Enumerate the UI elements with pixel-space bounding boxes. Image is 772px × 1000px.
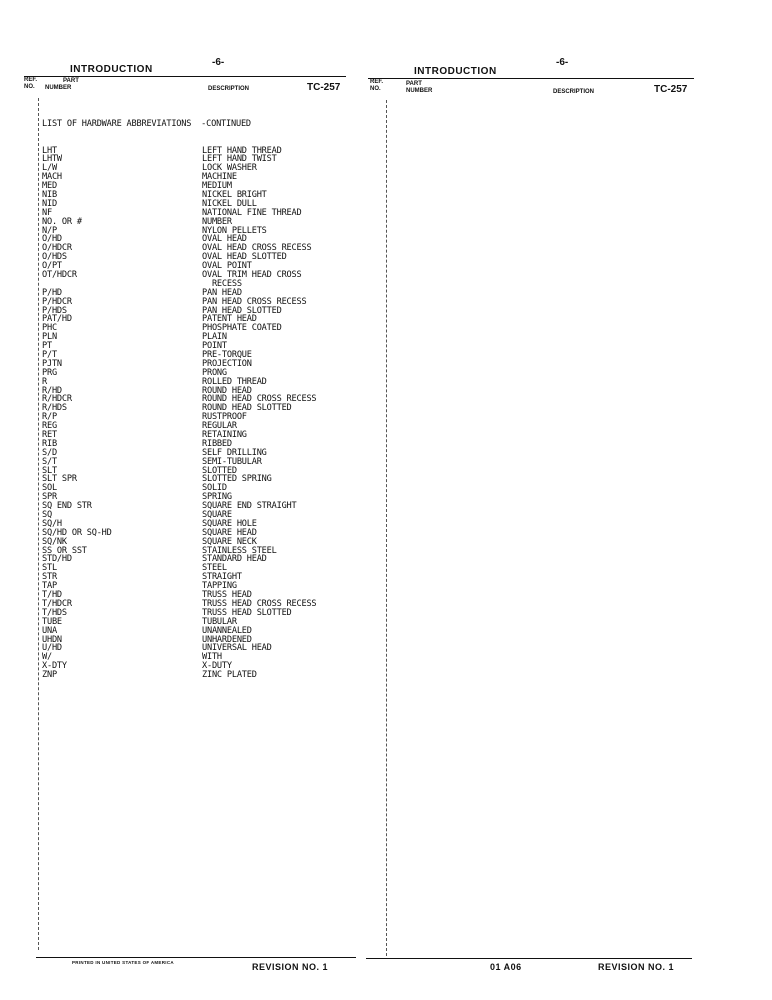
- abbreviation-description: SELF DRILLING: [202, 447, 267, 458]
- list-item: [42, 484, 342, 493]
- abbreviation-description: RIBBED: [202, 438, 232, 449]
- abbreviation-code: T/HDCR: [42, 598, 72, 609]
- abbreviation-code: UNA: [42, 625, 57, 636]
- abbreviation-description: LEFT HAND THREAD: [202, 145, 282, 156]
- right-footer-code: 01 A06: [490, 962, 522, 972]
- list-item: [42, 413, 342, 422]
- list-item: [42, 538, 342, 547]
- abbreviation-description: ROLLED THREAD: [202, 376, 267, 387]
- abbreviation-description: POINT: [202, 341, 227, 352]
- abbreviation-description: SQUARE NECK: [202, 536, 257, 547]
- abbreviation-code: R/P: [42, 412, 57, 423]
- list-item: [42, 395, 342, 404]
- abbreviation-description: TRUSS HEAD SLOTTED: [202, 607, 292, 618]
- right-col-description: DESCRIPTION: [553, 89, 595, 95]
- left-column-rule: [38, 98, 39, 950]
- list-item: [42, 653, 342, 662]
- abbreviation-code: RIB: [42, 438, 57, 449]
- list-item: [42, 440, 342, 449]
- list-item: [42, 662, 342, 671]
- abbreviation-code: NID: [42, 198, 57, 209]
- abbreviation-description: ROUND HEAD SLOTTED: [202, 403, 292, 414]
- abbreviation-code: MACH: [42, 172, 62, 183]
- left-abbreviation-list: [42, 102, 342, 698]
- list-item: [42, 333, 342, 342]
- right-col-number-label: NUMBER: [406, 88, 433, 94]
- abbreviation-code: R/HDCR: [42, 394, 72, 405]
- abbreviation-code: OT/HDCR: [42, 269, 77, 280]
- abbreviation-code: O/HDS: [42, 252, 67, 263]
- abbreviation-description: UNIVERSAL HEAD: [202, 643, 272, 654]
- list-item: [42, 227, 342, 236]
- left-col-no-label: NO.: [24, 84, 35, 90]
- abbreviation-code: TUBE: [42, 616, 62, 627]
- list-title: LIST OF HARDWARE ABBREVIATIONS -CONTINUED: [42, 118, 251, 129]
- left-footer-printed: PRINTED IN UNITED STATES OF AMERICA: [72, 960, 174, 965]
- abbreviation-description: MEDIUM: [202, 181, 232, 192]
- abbreviation-description: SQUARE END STRAIGHT: [202, 501, 297, 512]
- list-item: [42, 182, 342, 191]
- abbreviation-code: P/HD: [42, 287, 62, 298]
- list-item: [42, 271, 342, 280]
- right-header-rule: [368, 78, 694, 79]
- abbreviation-description: SLOTTED SPRING: [202, 474, 272, 485]
- right-col-ref-label: REF.: [370, 79, 384, 85]
- abbreviation-code: W/: [42, 652, 52, 663]
- left-header-rule: [24, 76, 346, 77]
- right-tc-code: TC-257: [654, 84, 688, 95]
- abbreviation-description: PLAIN: [202, 332, 227, 343]
- abbreviation-description: SOLID: [202, 483, 227, 494]
- abbreviation-code: PAT/HD: [42, 314, 72, 325]
- list-item: [42, 564, 342, 573]
- abbreviation-code: P/HDCR: [42, 296, 72, 307]
- list-item: [42, 618, 342, 627]
- abbreviation-description: TRUSS HEAD CROSS RECESS: [202, 598, 317, 609]
- abbreviation-code: N/P: [42, 225, 57, 236]
- abbreviation-code: PJTN: [42, 358, 62, 369]
- abbreviation-code: PLN: [42, 332, 57, 343]
- abbreviation-code: STL: [42, 563, 57, 574]
- left-col-description: DESCRIPTION: [208, 86, 250, 92]
- abbreviation-description: OVAL HEAD SLOTTED: [202, 252, 287, 263]
- list-item: [42, 307, 342, 316]
- abbreviation-description: STEEL: [202, 563, 227, 574]
- abbreviation-description: UNHARDENED: [202, 634, 252, 645]
- list-item: [42, 502, 342, 511]
- list-item: [42, 218, 342, 227]
- list-item: [42, 609, 342, 618]
- list-item: [42, 511, 342, 520]
- abbreviation-description: RUSTPROOF: [202, 412, 247, 423]
- right-column-rule: [386, 100, 387, 956]
- abbreviation-description: OVAL TRIM HEAD CROSS: [202, 269, 302, 280]
- abbreviation-code: SLT SPR: [42, 474, 77, 485]
- abbreviation-code: SPR: [42, 492, 57, 503]
- abbreviation-description: NATIONAL FINE THREAD: [202, 207, 302, 218]
- list-item: [42, 369, 342, 378]
- abbreviation-code: UHDN: [42, 634, 62, 645]
- abbreviation-code: SQ/HD OR SQ-HD: [42, 527, 112, 538]
- list-item: [42, 173, 342, 182]
- list-item: [42, 209, 342, 218]
- list-item: [42, 529, 342, 538]
- abbreviation-code: O/PT: [42, 261, 62, 272]
- left-footer-rule: [36, 957, 356, 958]
- left-col-ref-label: REF.: [24, 77, 38, 83]
- abbreviation-description: PRE-TORQUE: [202, 350, 252, 360]
- right-section-title: INTRODUCTION: [414, 66, 497, 77]
- abbreviation-code: T/HD: [42, 590, 62, 601]
- abbreviation-description: NYLON PELLETS: [202, 225, 267, 236]
- list-item: [42, 155, 342, 164]
- abbreviation-code: O/HD: [42, 234, 62, 245]
- abbreviation-description: PAN HEAD CROSS RECESS: [202, 296, 307, 307]
- abbreviation-code: ZNP: [42, 670, 57, 681]
- abbreviation-description: SPRING: [202, 492, 232, 503]
- abbreviation-code: PT: [42, 341, 52, 352]
- list-item: [42, 360, 342, 369]
- list-item: [42, 449, 342, 458]
- abbreviation-description: RECESS: [202, 278, 242, 289]
- abbreviation-code: SQ/H: [42, 518, 62, 529]
- abbreviation-description: PHOSPHATE COATED: [202, 323, 282, 334]
- abbreviation-description: MACHINE: [202, 172, 237, 183]
- left-footer-revision: REVISION NO. 1: [252, 962, 329, 972]
- abbreviation-code: PRG: [42, 367, 57, 378]
- list-item: [42, 342, 342, 351]
- abbreviation-description: SEMI-TUBULAR: [202, 456, 262, 467]
- list-item: [42, 644, 342, 653]
- abbreviation-code: SS OR SST: [42, 545, 87, 556]
- left-section-title: INTRODUCTION: [70, 64, 153, 75]
- list-item: [42, 351, 342, 360]
- abbreviation-code: R: [42, 376, 47, 387]
- abbreviation-code: SOL: [42, 483, 57, 494]
- abbreviation-description: SQUARE: [202, 510, 232, 521]
- abbreviation-description: RETAINING: [202, 430, 247, 441]
- list-item: [42, 475, 342, 484]
- abbreviation-description: STRAIGHT: [202, 572, 242, 583]
- abbreviation-code: SQ/NK: [42, 536, 67, 547]
- list-item: [42, 573, 342, 582]
- abbreviation-description: PAN HEAD SLOTTED: [202, 305, 282, 316]
- right-col-no-label: NO.: [370, 86, 381, 92]
- list-item: [42, 458, 342, 467]
- right-col-part: [406, 81, 432, 95]
- left-tc-code: TC-257: [307, 82, 341, 93]
- left-col-number-label: NUMBER: [45, 85, 72, 91]
- list-item: [42, 191, 342, 200]
- abbreviation-code: REG: [42, 421, 57, 432]
- abbreviation-code: MED: [42, 181, 57, 192]
- abbreviation-code: RET: [42, 430, 57, 441]
- abbreviation-code: NO. OR #: [42, 216, 82, 227]
- abbreviation-description: OVAL POINT: [202, 261, 252, 272]
- abbreviation-code: R/HDS: [42, 403, 67, 414]
- abbreviation-description: SQUARE HOLE: [202, 518, 257, 529]
- list-item: [42, 324, 342, 333]
- abbreviation-code: P/HDS: [42, 305, 67, 316]
- abbreviation-description: PRONG: [202, 367, 227, 378]
- abbreviation-code: R/HD: [42, 385, 62, 396]
- list-item: [42, 280, 342, 289]
- abbreviation-code: SLT: [42, 465, 57, 476]
- list-item: [42, 378, 342, 387]
- right-page-number: -6-: [556, 57, 569, 68]
- right-footer-revision: REVISION NO. 1: [598, 962, 675, 972]
- abbreviation-description: OVAL HEAD CROSS RECESS: [202, 243, 312, 254]
- abbreviation-code: L/W: [42, 163, 57, 174]
- left-page-number: -6-: [212, 57, 225, 68]
- list-item: [42, 582, 342, 591]
- abbreviation-code: S/T: [42, 456, 57, 467]
- abbreviation-code: TAP: [42, 581, 57, 592]
- abbreviation-code: S/D: [42, 447, 57, 458]
- abbreviation-code: NIB: [42, 189, 57, 200]
- abbreviation-code: SQ: [42, 510, 52, 521]
- abbreviation-code: U/HD: [42, 643, 62, 654]
- abbreviation-code: X-DTY: [42, 661, 67, 672]
- left-col-ref: [24, 77, 37, 91]
- list-item: [42, 422, 342, 431]
- list-item: [42, 298, 342, 307]
- abbreviation-description: LOCK WASHER: [202, 163, 257, 174]
- abbreviation-code: STR: [42, 572, 57, 583]
- abbreviation-description: STAINLESS STEEL: [202, 545, 277, 556]
- list-item: [42, 164, 342, 173]
- abbreviation-description: X-DUTY: [202, 661, 232, 672]
- list-item: [42, 671, 342, 680]
- abbreviation-code: SQ END STR: [42, 501, 92, 512]
- abbreviation-code: O/HDCR: [42, 243, 72, 254]
- list-item: [42, 600, 342, 609]
- right-col-part-label: PART: [406, 81, 422, 87]
- abbreviation-code: STD/HD: [42, 554, 72, 565]
- abbreviation-description: TAPPING: [202, 581, 237, 592]
- abbreviation-code: P/T: [42, 350, 57, 360]
- list-item: [42, 547, 342, 556]
- abbreviation-description: REGULAR: [202, 421, 237, 432]
- list-item: [42, 404, 342, 413]
- right-col-ref: [370, 79, 383, 93]
- list-item: [42, 555, 342, 564]
- right-footer-rule: [366, 958, 692, 959]
- abbreviation-description: PATENT HEAD: [202, 314, 257, 325]
- abbreviation-description: ROUND HEAD: [202, 385, 252, 396]
- list-item: [42, 147, 342, 156]
- left-col-part-label: PART: [63, 78, 79, 84]
- abbreviation-description: TRUSS HEAD: [202, 590, 252, 601]
- abbreviation-code: T/HDS: [42, 607, 67, 618]
- abbreviation-description: PAN HEAD: [202, 287, 242, 298]
- list-item: [42, 627, 342, 636]
- abbreviation-description: OVAL HEAD: [202, 234, 247, 245]
- abbreviation-description: NICKEL BRIGHT: [202, 189, 267, 200]
- abbreviation-description: NUMBER: [202, 216, 232, 227]
- abbreviation-description: STANDARD HEAD: [202, 554, 267, 565]
- abbreviation-description: WITH: [202, 652, 222, 663]
- abbreviation-description: ZINC PLATED: [202, 670, 257, 681]
- list-item: [42, 431, 342, 440]
- abbreviation-description: SQUARE HEAD: [202, 527, 257, 538]
- abbreviation-code: LHT: [42, 145, 57, 156]
- abbreviation-code: PHC: [42, 323, 57, 334]
- abbreviation-description: ROUND HEAD CROSS RECESS: [202, 394, 317, 405]
- abbreviation-code: LHTW: [42, 154, 62, 165]
- abbreviation-code: NF: [42, 207, 52, 218]
- abbreviation-description: TUBULAR: [202, 616, 237, 627]
- list-item: [42, 253, 342, 262]
- list-item: [42, 467, 342, 476]
- abbreviation-description: SLOTTED: [202, 465, 237, 476]
- abbreviation-description: LEFT HAND TWIST: [202, 154, 277, 165]
- abbreviation-description: PROJECTION: [202, 358, 252, 369]
- abbreviation-rows: [42, 147, 342, 680]
- abbreviation-description: UNANNEALED: [202, 625, 252, 636]
- left-col-part: [45, 78, 79, 92]
- list-item: [42, 636, 342, 645]
- list-item: [42, 315, 342, 324]
- list-item: [42, 244, 342, 253]
- abbreviation-description: NICKEL DULL: [202, 198, 257, 209]
